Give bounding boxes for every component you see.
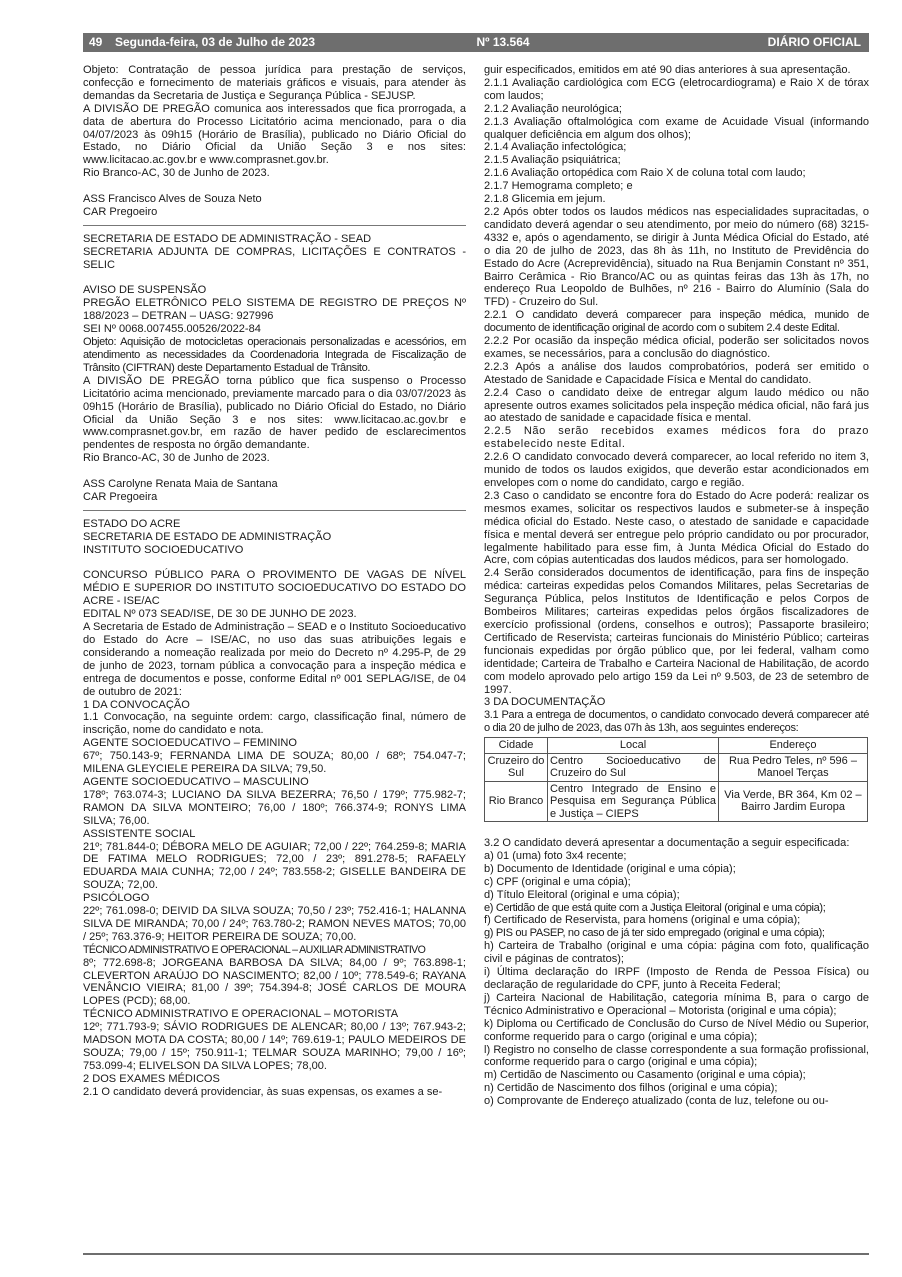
notice-paragraph: A DIVISÃO DE PREGÃO comunica aos interessados que fica prorrogada, a data de abertura do Processo Licitatório acima mencionado, para o dia 04/07/2023 às 09h15 (Horário de Brasília), publicado no Diário Oficial do Estado, no Diário Oficial da União Seção 3 e nos sites: www.licitacao.ac.gov.br e www.comprasnet.gov.br.: [83, 102, 466, 167]
auction-title: PREGÃO ELETRÔNICO PELO SISTEMA DE REGISTRO DE PREÇOS Nº 188/2023 – DETRAN – UASG: 927996: [83, 297, 466, 323]
item-paragraph: 3.2 O candidato deverá apresentar a documentação a seguir especificada:: [484, 837, 850, 850]
role-heading: AGENTE SOCIOEDUCATIVO – FEMININO: [83, 737, 298, 750]
table-cell: Rio Branco: [485, 781, 548, 822]
document-item: h) Carteira de Trabalho (original e uma cópia: página com foto, qualificação civil e páginas de contratos);: [484, 940, 869, 966]
header-date: Segunda-feira, 03 de Julho de 2023: [115, 35, 316, 49]
column-header-address: Endereço: [719, 738, 868, 754]
candidate-list: 12º; 771.793-9; SÁVIO RODRIGUES DE ALENCAR; 80,00 / 13º; 767.943-2; MADSON MOTA DA COSTA; 80,00 / 14º; 769.619-1; PAULO MEDEIROS DE SOUZA; 79,00 / 15º; 750.911-1; TELMAR SOUZA MARINHO; 79,00 / 16º; 753.099-4; ELIVELSON DA SILVA LOPES; 78,00.: [83, 1021, 466, 1072]
document-item: o) Comprovante de Endereço atualizado (conta de luz, telefone ou ou-: [484, 1095, 829, 1108]
object-paragraph: Objeto: Contratação de pessoa jurídica para prestação de serviços, confecção e fornecimento de materiais gráficos e visuais, para atender às demandas da Secretaria de Justiça e Segurança Pública - SEJUSP.: [83, 64, 466, 102]
section-heading: ESTADO DO ACRE: [83, 517, 181, 530]
candidate-list: 8º; 772.698-8; JORGEANA BARBOSA DA SILVA; 84,00 / 9º; 763.898-1; CLEVERTON ARAÚJO DO NASCIMENTO; 82,00 / 10º; 778.549-6; RAYANA VENÂNCIO VIEIRA; 81,00 / 39º; 754.394-8; JOSÉ CARLOS DE MOURA LOPES (PCD); 68,00.: [83, 956, 466, 1008]
column-header-location: Local: [548, 738, 719, 754]
address-table: [484, 737, 868, 822]
exam-item: 2.1.5 Avaliação psiquiátrica;: [484, 154, 621, 167]
signature-name: ASS Francisco Alves de Souza Neto: [83, 193, 262, 206]
section-divider: [83, 225, 466, 226]
exam-item: 2.1.1 Avaliação cardiológica com ECG (eletrocardiograma) e Raio X de tórax com laudos;: [484, 76, 869, 102]
table-cell: Via Verde, BR 364, Km 02 – Bairro Jardim Europa: [719, 781, 868, 822]
section-subheading: INSTITUTO SOCIOEDUCATIVO: [83, 543, 244, 556]
exam-item: 2.1.7 Hemograma completo; e: [484, 180, 633, 193]
role-heading: AGENTE SOCIOEDUCATIVO – MASCULINO: [83, 775, 309, 788]
table-row: [485, 753, 868, 781]
item-paragraph: 2.1 O candidato deverá providenciar, às suas expensas, os exames a se-: [83, 1085, 443, 1098]
document-item: i) Última declaração do IRPF (Imposto de Renda de Pessoa Física) ou declaração de regularidade do CPF, junto à Receita Federal;: [484, 966, 869, 991]
edict-number: EDITAL Nº 073 SEAD/ISE, DE 30 DE JUNHO DE 2023.: [83, 608, 357, 621]
item-paragraph: 1.1 Convocação, na seguinte ordem: cargo, classificação final, número de inscrição, nome do candidato e nota.: [83, 711, 466, 737]
section-subheading: SECRETARIA DE ESTADO DE ADMINISTRAÇÃO: [83, 530, 332, 543]
place-date: Rio Branco-AC, 30 de Junho de 2023.: [83, 167, 270, 180]
document-item: f) Certificado de Reservista, para homens (original e uma cópia);: [484, 914, 801, 927]
item-heading: 2 DOS EXAMES MÉDICOS: [83, 1072, 220, 1085]
candidate-list: 22º; 761.098-0; DEIVID DA SILVA SOUZA; 70,50 / 23º; 752.416-1; HALANNA SILVA DE MIRANDA; 70,00 / 24º; 763.780-2; RAMON NEVES MATOS; 70,00 / 25º; 763.376-9; HEITOR PEREIRA DE SOUZA; 70,00.: [83, 905, 466, 943]
page-number: 49: [89, 35, 103, 49]
item-heading: 1 DA CONVOCAÇÃO: [83, 698, 190, 711]
column-header-city: Cidade: [485, 738, 548, 754]
role-heading: TÉCNICO ADMINISTRATIVO E OPERACIONAL – AUXILIAR ADMINISTRATIVO: [83, 943, 426, 956]
item-paragraph: 2.2.3 Após a análise dos laudos comprobatórios, poderá ser emitido o Atestado de Sanidade e Capacidade Física e Mental do candidato.: [484, 360, 869, 386]
role-heading: TÉCNICO ADMINISTRATIVO E OPERACIONAL – MOTORISTA: [83, 1008, 399, 1021]
item-paragraph: 3.1 Para a entrega de documentos, o candidato convocado deverá comparecer até o dia 20 de julho de 2023, das 07h às 13h, aos seguintes endereços:: [484, 709, 869, 735]
bottom-rule: [83, 1253, 869, 1255]
document-item: m) Certidão de Nascimento ou Casamento (original e uma cópia);: [484, 1069, 806, 1082]
item-heading: 3 DA DOCUMENTAÇÃO: [484, 696, 606, 709]
candidate-list: 178º; 763.074-3; LUCIANO DA SILVA BEZERRA; 76,50 / 179º; 775.982-7; RAMON DA SILVA MONTEIRO; 76,00 / 180º; 766.374-9; RONYS LIMA SILVA; 76,00.: [83, 788, 466, 827]
object-paragraph: Objeto: Aquisição de motocicletas operacionais personalizadas e acessórios, em atendimento as necessidades da Coordenadoria Integrada de Fiscalização de Trânsito (CIFTRAN) deste Departamento Estadual de Trânsito.: [83, 336, 466, 374]
notice-title: AVISO DE SUSPENSÃO: [83, 284, 207, 297]
document-item: k) Diploma ou Certificado de Conclusão do Curso de Nível Médio ou Superior, conforme requerido para o cargo (original e uma cópia);: [484, 1017, 869, 1043]
left-column: [83, 64, 466, 1099]
signature-name: ASS Carolyne Renata Maia de Santana: [83, 478, 278, 491]
role-heading: ASSISTENTE SOCIAL: [83, 827, 196, 840]
page-header: [83, 33, 869, 52]
right-column: [484, 64, 869, 1108]
notice-paragraph: A DIVISÃO DE PREGÃO torna público que fica suspenso o Processo Licitatório acima mencionado, previamente marcado para o dia 03/07/2023 às 09h15 (Horário de Brasília), publicado no Diário Oficial do Estado, no Diário Oficial da União Seção 3 e nos sites: www.licitacao.ac.gov.br e www.comprasnet.gov.br, em razão de haver pedido de esclarecimentos pendentes de resposta no órgão demandante.: [83, 374, 466, 452]
item-paragraph: 2.2.5 Não serão recebidos exames médicos fora do prazo estabelecido neste Edital.: [484, 425, 869, 451]
sei-number: SEI Nº 0068.007455.00526/2022-84: [83, 323, 261, 336]
item-paragraph: 2.2.6 O candidato convocado deverá comparecer, ao local referido no item 3, munido de todos os laudos exigidos, que deverão estar acondicionados em envelopes com o nome do candidato, cargo e região.: [484, 451, 869, 489]
document-item: l) Registro no conselho de classe correspondente a sua formação profissional, conforme requerido para o cargo (original e uma cópia);: [484, 1043, 869, 1069]
document-item: b) Documento de Identidade (original e uma cópia);: [484, 862, 736, 875]
role-heading: PSICÓLOGO: [83, 892, 150, 905]
publication-name: DIÁRIO OFICIAL: [767, 35, 861, 49]
candidate-list: 21º; 781.844-0; DÉBORA MELO DE AGUIAR; 72,00 / 22º; 764.259-8; MARIA DE FATIMA MELO RODRIGUES; 72,00 / 23º; 891.278-5; RAFAELY EDUARDA MAIA CUNHA; 72,00 / 24º; 783.558-2; GISELLE BANDEIRA DE SOUZA; 72,00.: [83, 840, 466, 892]
place-date: Rio Branco-AC, 30 de Junho de 2023.: [83, 452, 270, 465]
exam-item: 2.1.2 Avaliação neurológica;: [484, 102, 622, 115]
item-paragraph: 2.2.1 O candidato deverá comparecer para inspeção médica, munido de documento de identificação original de acordo com o subitem 2.4 deste Edital.: [484, 309, 869, 335]
item-paragraph: guir especificados, emitidos em até 90 dias anteriores à sua apresentação.: [484, 64, 851, 76]
document-item: c) CPF (original e uma cópia);: [484, 875, 631, 888]
exam-item: 2.1.6 Avaliação ortopédica com Raio X de coluna total com laudo;: [484, 167, 806, 180]
section-subheading: SECRETARIA ADJUNTA DE COMPRAS, LICITAÇÕES E CONTRATOS - SELIC: [83, 245, 466, 271]
contest-title: CONCURSO PÚBLICO PARA O PROVIMENTO DE VAGAS DE NÍVEL MÉDIO E SUPERIOR DO INSTITUTO SOCIOEDUCATIVO DO ESTADO DO ACRE - ISE/AC: [83, 569, 466, 608]
table-header-row: [485, 738, 868, 754]
section-divider: [83, 510, 466, 511]
table-cell: Centro Integrado de Ensino e Pesquisa em Segurança Pública e Justiça – CIEPS: [548, 781, 719, 822]
item-paragraph: 2.2.2 Por ocasião da inspeção médica oficial, poderão ser solicitados novos exames, se necessários, para a conclusão do diagnóstico.: [484, 335, 869, 360]
exam-item: 2.1.4 Avaliação infectológica;: [484, 141, 627, 154]
item-paragraph: 2.3 Caso o candidato se encontre fora do Estado do Acre poderá: realizar os mesmos exames, solicitar os respectivos laudos e submeter-se à inspeção médica oficial do Estado. Neste caso, o atestado de sanidade e capacidade física e mental deverá ser entregue pelo próprio candidato ou por procurador, legalmente habilitado para esse fim, à Junta Médica Oficial do Estado do Acre, com cópias autenticadas dos laudos médicos, para ser homologado.: [484, 489, 869, 567]
document-item: d) Título Eleitoral (original e uma cópia);: [484, 888, 680, 901]
item-paragraph: 2.4 Serão considerados documentos de identificação, para fins de inspeção médica: carteiras expedidas pelos Comandos Militares, pelas Secretarias de Segurança Pública, pelos Institutos de Identificação e pelos Corpos de Bombeiros Militares; carteiras expedidas pelos órgãos fiscalizadores de exercício profissional (ordens, conselhos e outros); Passaporte brasileiro; Certificado de Reservista; carteiras funcionais do Ministério Público; carteiras funcionais expedidas por órgão público que, por lei federal, valham como identidade; Carteira de Trabalho e Carteira Nacional de Habilitação, de acordo com modelo aprovado pelo artigo 159 da Lei nº 9.503, de 23 de setembro de 1997.: [484, 567, 869, 696]
document-item: n) Certidão de Nascimento dos filhos (original e uma cópia);: [484, 1082, 778, 1095]
table-row: [485, 781, 868, 822]
table-cell: Centro Socioeducativo de Cruzeiro do Sul: [548, 753, 719, 781]
section-heading: SECRETARIA DE ESTADO DE ADMINISTRAÇÃO - SEAD: [83, 232, 372, 245]
candidate-list: 67º; 750.143-9; FERNANDA LIMA DE SOUZA; 80,00 / 68º; 754.047-7; MILENA GLEYCIELE PEREIRA DA SILVA; 79,50.: [83, 750, 466, 776]
exam-item: 2.1.8 Glicemia em jejum.: [484, 193, 606, 206]
edition-number: Nº 13.564: [476, 35, 530, 49]
document-item: e) Certidão de que está quite com a Justiça Eleitoral (original e uma cópia);: [484, 901, 826, 914]
edict-paragraph: A Secretaria de Estado de Administração – SEAD e o Instituto Socioeducativo do Estado do Acre – ISE/AC, no uso das suas atribuições legais e considerando a nomeação realizada por meio do Decreto nº 4.295-P, de 29 de junho de 2023, tornam pública a convocação para a inspeção médica e entrega de documentos e posse, conforme Edital nº 001 SEPLAG/ISE, de 04 de outubro de 2021:: [83, 621, 466, 698]
item-paragraph: 2.2.4 Caso o candidato deixe de entregar algum laudo médico ou não apresente outros exames solicitados pela inspeção médica oficial, não fará jus ao atestado de sanidade e capacidade física e mental.: [484, 386, 869, 425]
document-item: a) 01 (uma) foto 3x4 recente;: [484, 849, 627, 862]
table-cell: Rua Pedro Teles, nº 596 – Manoel Terças: [719, 753, 868, 781]
item-paragraph: 2.2 Após obter todos os laudos médicos nas especialidades supracitadas, o candidato deverá agendar o seu atendimento, por meio do número (68) 3215-4332 e, após o agendamento, se dirigir à Junta Médica Oficial do Estado, até o dia 20 de julho de 2023, das 8h às 11h, no Instituto de Previdência do Estado do Acre (Acreprevidência), situado na Rua Benjamin Constant nº 351, Bairro Cerâmica - Rio Branco/AC ou as quintas feiras das 13h às 17h, no endereço Rua Leopoldo de Bulhões, nº 216 - Bairro do Alumínio (Sala do TFD) - Cruzeiro do Sul.: [484, 205, 869, 309]
signature-role: CAR Pregoeira: [83, 490, 158, 503]
document-item: g) PIS ou PASEP, no caso de já ter sido empregado (original e uma cópia);: [484, 927, 825, 940]
document-item: j) Carteira Nacional de Habilitação, categoria mínima B, para o cargo de Técnico Administrativo e Operacional – Motorista (original e uma cópia);: [484, 991, 869, 1017]
exam-item: 2.1.3 Avaliação oftalmológica com exame de Acuidade Visual (informando qualquer deficiência em algum dos olhos);: [484, 115, 869, 141]
signature-role: CAR Pregoeiro: [83, 205, 158, 218]
table-cell: Cruzeiro do Sul: [485, 753, 548, 781]
